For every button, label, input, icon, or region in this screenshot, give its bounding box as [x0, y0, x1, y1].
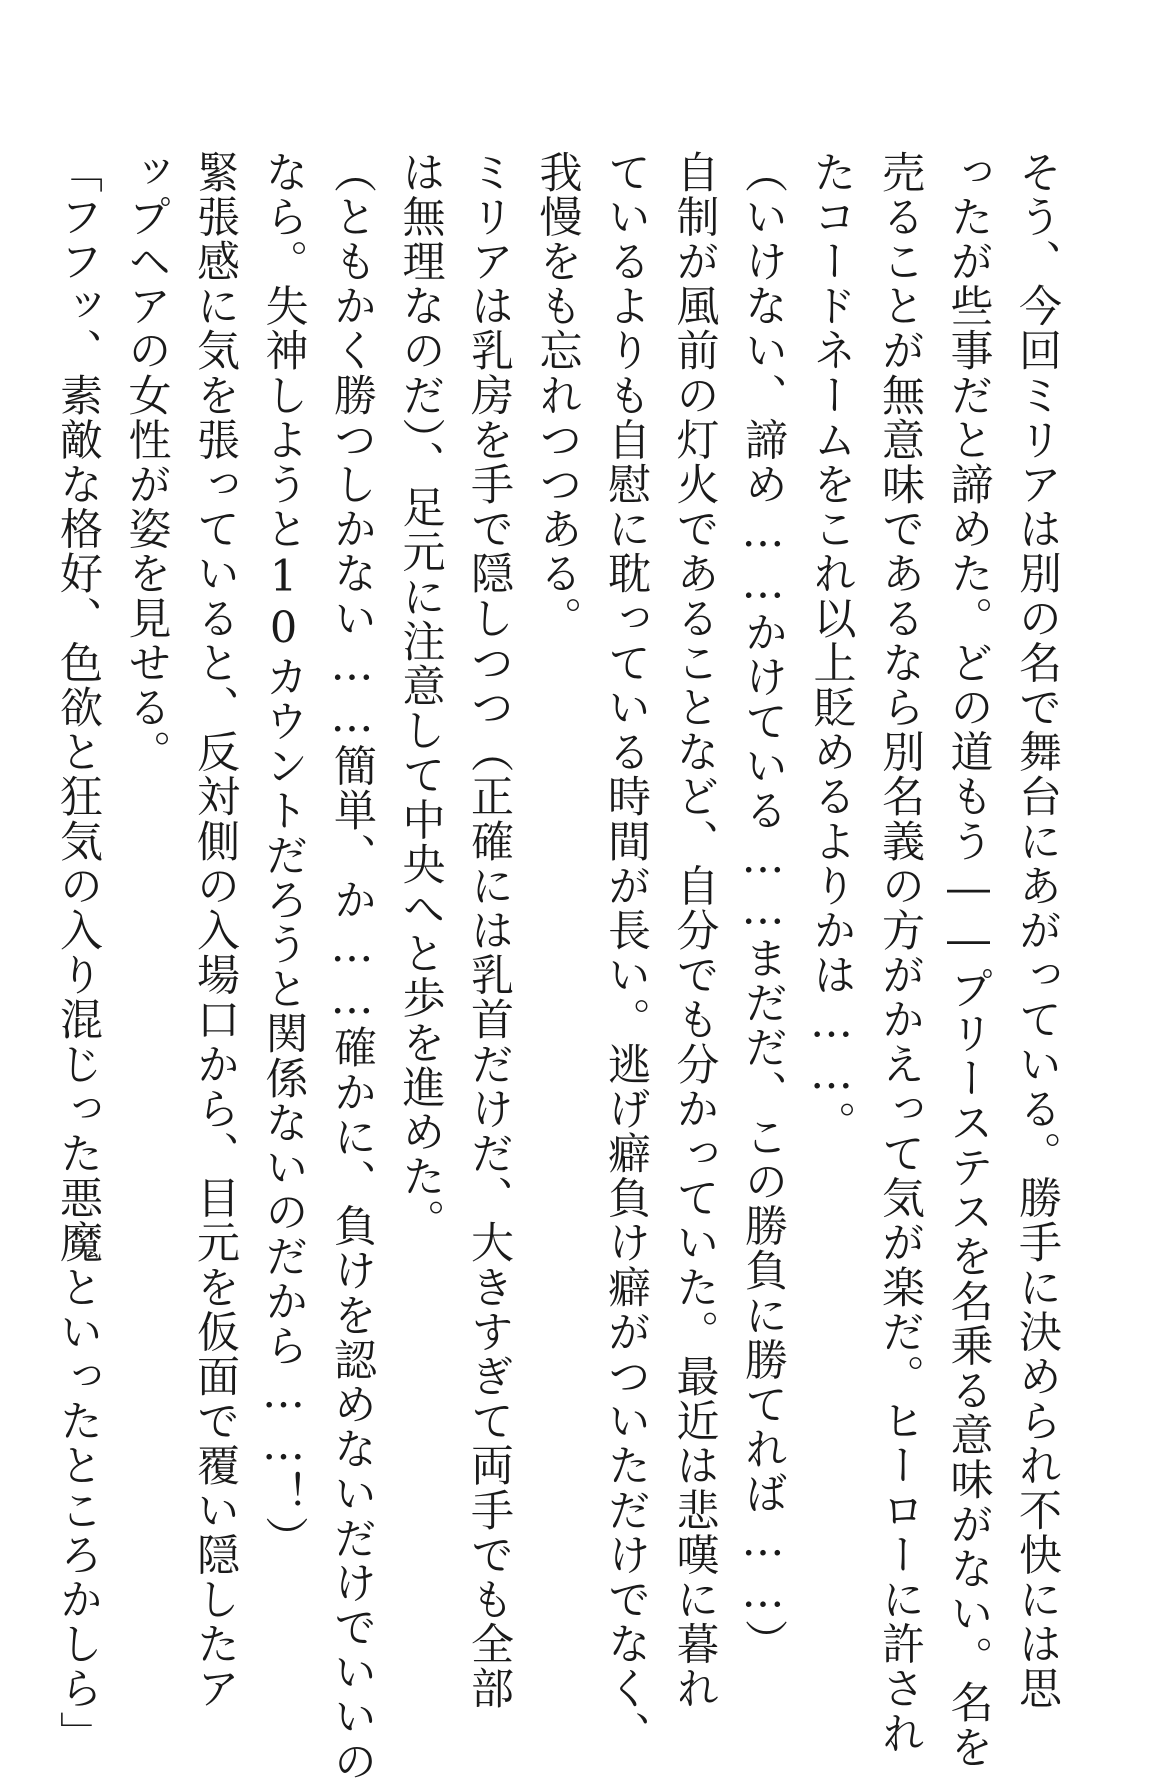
text-line: そう、今回ミリアは別の名で舞台にあがっている。勝手に決められ不快には思 — [1012, 150, 1062, 1711]
text-line: 緊張感に気を張っていると、反対側の入場口から、目元を仮面で覆い隠したア — [190, 150, 240, 1711]
text-line: なら。失神しようと10カウントだろうと関係ないのだから……！） — [258, 150, 309, 1561]
text-line: 売ることが無意味であるなら別名義の方がかえって気が楽だ。ヒーローに許され — [875, 150, 925, 1756]
text-line: たコードネームをこれ以上貶めるよりかは……。 — [806, 150, 857, 1146]
text-line: ップヘアの女性が姿を見せる。 — [121, 150, 172, 775]
text-line: は無理なのだ）、足元に注意して中央へと歩を進めた。 — [395, 150, 446, 1244]
text-line: （ともかく勝つしかない……簡単、か……確かに、負けを認めないだけでいいの — [327, 150, 377, 1784]
text-line: ミリアは乳房を手で隠しつつ（正確には乳首だけだ、大きすぎて両手でも全部 — [464, 150, 514, 1711]
text-line: 自制が風前の灯火であることなど、自分でも分かっていた。最近は悲嘆に暮れ — [669, 150, 720, 1711]
text-line: 「フフッ、素敵な格好、色欲と狂気の入り混じった悪魔といったところかしら」 — [53, 150, 103, 1756]
vertical-text-body — [44, 150, 1072, 1784]
text-line: ているよりも自慰に耽っている時間が長い。逃げ癖負け癖がついただけでなく、 — [601, 150, 651, 1756]
text-line: 我慢をも忘れつつある。 — [532, 150, 583, 641]
text-line: （いけない、諦め……かけている……まだだ、この勝負に勝てれば……） — [738, 150, 788, 1664]
text-line: ったが些事だと諦めた。どの道もう――プリーステスを名乗る意味がない。名を — [943, 150, 994, 1770]
